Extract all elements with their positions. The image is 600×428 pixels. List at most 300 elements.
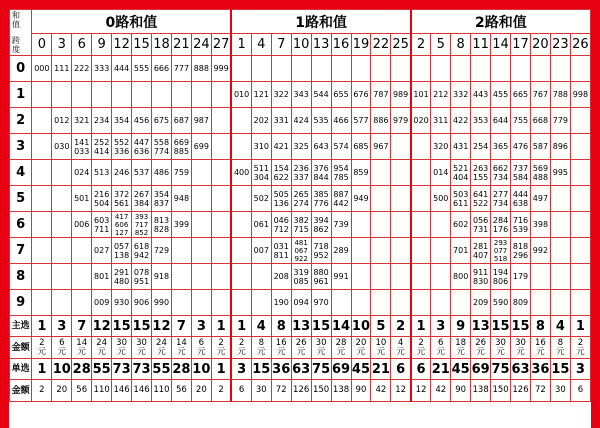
combo-cell [72,212,92,238]
combo-number: 885 [173,146,190,156]
combo-number: 497 [532,194,549,203]
combo-number: 999 [213,64,229,73]
combo-cell [530,212,550,238]
count-cell: 75 [311,359,331,380]
count-cell: 8 [271,316,291,337]
combo-number: 009 [94,298,110,307]
combo-cell [491,82,511,108]
combo-cell [511,134,531,160]
sum-header: 17 [511,34,531,56]
combo-number: 811 [273,250,289,260]
combo-cell [291,264,311,290]
sum-header: 23 [550,34,570,56]
amount-cell [191,337,211,359]
combo-cell [331,264,351,290]
count-cell: 28 [171,359,191,380]
combo-cell [411,290,431,316]
combo-number: 618 [133,241,150,251]
combo-number: 590 [492,298,509,307]
combo-cell [92,186,112,212]
combo-cell [92,238,112,264]
combo-cell [471,56,491,82]
count-cell: 36 [530,359,550,380]
combo-cell [451,134,471,160]
combo-cell [570,186,590,212]
span-row-label: 0 [10,56,32,82]
combo-number: 293 [493,238,508,247]
amount-cell: 90 [351,380,371,402]
combo-cell [471,264,491,290]
combo-cell [231,186,251,212]
combo-number: 444 [113,64,130,73]
combo-number: 127 [114,228,129,237]
combo-cell [291,238,311,264]
combo-cell [371,134,391,160]
combo-cell [351,212,371,238]
combo-cell [112,134,132,160]
span-row-label: 5 [10,186,32,212]
combo-number: 322 [273,90,289,99]
combo-cell [132,290,152,316]
combo-number: 602 [453,220,469,229]
sum-header: 5 [431,34,451,56]
combo-cell [92,290,112,316]
combo-number: 739 [333,220,349,229]
combo-number: 606 [114,220,129,229]
count-cell: 21 [371,359,391,380]
combo-number: 476 [512,142,529,151]
combo-cell [171,186,191,212]
combo-cell [511,290,531,316]
count-cell: 1 [211,316,231,337]
combo-cell [271,160,291,186]
combo-number: 587 [532,142,549,151]
combo-number: 711 [94,224,110,234]
combo-cell [511,56,531,82]
amount-cell [550,337,570,359]
combo-cell [211,82,231,108]
combo-cell [371,82,391,108]
combo-cell [251,108,271,134]
combo-cell [371,108,391,134]
amount-cell [391,337,411,359]
amount-part: 元 [476,346,485,357]
sum-header: 19 [351,34,371,56]
amount-part: 元 [436,346,445,357]
corner-top-label: 和值 [12,11,20,29]
combo-cell [251,264,271,290]
combo-cell [431,160,451,186]
group-title-0: 0路和值 [32,10,232,34]
count-cell: 1 [231,316,251,337]
combo-cell [570,108,590,134]
combo-cell [231,56,251,82]
amount-cell: 56 [171,380,191,402]
combo-cell [371,186,391,212]
span-row-label: 1 [10,82,32,108]
combo-cell [211,134,231,160]
combo-cell [391,82,411,108]
combo-number: 399 [173,220,190,229]
amount-part: 元 [356,346,366,357]
combo-number: 376 [313,163,329,173]
combo-number: 818 [512,241,529,251]
amount-part: 元 [216,346,226,357]
combo-cell [371,212,391,238]
combo-number: 518 [493,254,508,263]
sum-header: 11 [471,34,491,56]
count-cell: 69 [471,359,491,380]
amount-cell: 150 [311,380,331,402]
combo-number: 006 [74,220,90,229]
combo-number: 176 [492,224,509,234]
amount-part: 元 [57,346,67,357]
combo-number: 888 [193,64,209,73]
combo-cell [431,108,451,134]
amount-part: 元 [237,346,246,357]
combo-number: 382 [293,215,309,225]
combo-number: 699 [193,142,209,151]
combo-cell [132,82,152,108]
combo-cell [530,160,550,186]
combo-cell [251,56,271,82]
combo-cell [191,290,211,316]
combo-cell [132,160,152,186]
amount-part: 元 [276,346,286,357]
count-cell: 13 [291,316,311,337]
combo-cell [52,56,72,82]
span-row-label: 6 [10,212,32,238]
combo-cell [191,108,211,134]
amount-cell [331,337,351,359]
footer-label: 金额 [10,337,32,359]
count-cell: 1 [570,316,590,337]
combo-number: 212 [433,90,449,99]
combo-cell [451,186,471,212]
combo-number: 967 [373,142,389,151]
combo-number: 643 [313,142,329,151]
combo-cell [112,108,132,134]
combo-number: 537 [133,168,150,177]
combo-cell [331,82,351,108]
count-cell: 4 [251,316,271,337]
combo-cell [271,186,291,212]
combo-number: 922 [294,254,308,263]
amount-part: 26 [475,337,487,348]
count-cell: 15 [132,316,152,337]
sum-header: 16 [331,34,351,56]
amount-cell: 2 [211,380,231,402]
combo-cell [570,160,590,186]
combo-cell [491,212,511,238]
combo-cell [371,160,391,186]
sum-span-table [9,9,591,402]
combo-cell [351,264,371,290]
combo-number: 800 [453,272,469,281]
combo-number: 734 [492,172,509,182]
combo-number: 414 [94,146,110,156]
combo-number: 558 [153,137,170,147]
count-cell: 1 [411,316,431,337]
combo-cell [72,82,92,108]
combo-cell [231,160,251,186]
amount-cell: 146 [132,380,152,402]
amount-cell [371,337,391,359]
combo-number: 078 [133,267,150,277]
combo-number: 685 [353,142,369,151]
combo-number: 337 [293,172,309,182]
amount-cell: 20 [191,380,211,402]
count-cell: 13 [471,316,491,337]
combo-cell [112,212,132,238]
combo-number: 354 [153,189,170,199]
combo-cell [211,108,231,134]
combo-cell [52,290,72,316]
combo-cell [231,212,251,238]
combo-number: 289 [333,246,349,255]
amount-cell [72,337,92,359]
combo-cell [52,212,72,238]
span-row-label: 7 [10,238,32,264]
combo-number: 989 [392,90,409,99]
combo-number: 951 [133,276,150,286]
amount-cell [451,337,471,359]
combo-cell [191,160,211,186]
combo-number: 511 [253,163,269,173]
combo-number: 422 [453,116,469,125]
corner-header [10,10,32,56]
amount-part: 20 [355,337,367,348]
combo-cell [391,238,411,264]
combo-number: 094 [293,298,309,307]
amount-cell [231,337,251,359]
combo-cell [271,82,291,108]
amount-part: 元 [556,346,565,357]
combo-number: 265 [293,189,309,199]
combo-number: 267 [133,189,150,199]
amount-cell: 56 [72,380,92,402]
amount-cell [471,337,491,359]
sum-header: 25 [391,34,411,56]
combo-number: 056 [472,215,489,225]
count-cell: 7 [72,316,92,337]
amount-part: 2 [39,337,45,348]
combo-cell [32,56,52,82]
sum-header: 15 [132,34,152,56]
combo-cell [431,290,451,316]
amount-cell: 12 [411,380,431,402]
combo-number: 777 [173,64,190,73]
sum-header: 12 [112,34,132,56]
combo-number: 138 [113,250,130,260]
combo-cell [491,108,511,134]
amount-part: 元 [456,346,465,357]
combo-cell [391,186,411,212]
combo-number: 998 [572,90,589,99]
combo-cell [451,264,471,290]
amount-part: 元 [117,346,126,357]
combo-cell [550,82,570,108]
sum-header: 8 [451,34,471,56]
combo-cell [152,290,172,316]
sum-header: 3 [52,34,72,56]
combo-cell [92,160,112,186]
combo-number: 263 [472,163,489,173]
combo-cell [52,264,72,290]
span-row-label: 4 [10,160,32,186]
combo-number: 020 [413,116,429,125]
combo-cell [271,290,291,316]
combo-cell [191,134,211,160]
amount-part: 30 [495,337,506,348]
combo-cell [431,238,451,264]
combo-cell [530,56,550,82]
combo-number: 669 [173,137,190,147]
combo-number: 442 [333,198,349,208]
combo-cell [171,56,191,82]
combo-cell [451,82,471,108]
amount-part: 元 [516,346,525,357]
combo-cell [471,82,491,108]
combo-number: 837 [153,198,170,208]
count-cell: 28 [72,359,92,380]
combo-number: 501 [74,194,90,203]
sum-header: 14 [491,34,511,56]
combo-cell [231,264,251,290]
combo-cell [231,82,251,108]
combo-number: 584 [512,172,529,182]
count-cell: 8 [530,316,550,337]
combo-cell [32,186,52,212]
combo-number: 325 [293,142,309,151]
combo-cell [550,108,570,134]
combo-number: 505 [273,189,289,199]
sum-header: 4 [251,34,271,56]
combo-number: 502 [253,194,269,203]
combo-cell [152,108,172,134]
combo-cell [211,290,231,316]
combo-number: 304 [253,172,269,182]
combo-number: 521 [453,163,469,173]
combo-number: 859 [353,168,369,177]
sum-header: 27 [211,34,231,56]
span-row-label: 2 [10,108,32,134]
sum-header: 0 [32,34,52,56]
sum-header: 20 [530,34,550,56]
count-cell: 6 [411,359,431,380]
amount-part: 8 [258,337,264,348]
combo-cell [311,82,331,108]
combo-number: 431 [453,142,469,151]
combo-number: 687 [173,116,190,125]
count-cell: 36 [271,359,291,380]
combo-cell [570,82,590,108]
combo-number: 809 [512,298,529,307]
amount-cell: 20 [52,380,72,402]
combo-cell [291,134,311,160]
count-cell: 15 [112,316,132,337]
combo-cell [550,264,570,290]
combo-cell [132,238,152,264]
combo-cell [411,238,431,264]
combo-cell [391,264,411,290]
combo-cell [152,186,172,212]
combo-cell [32,212,52,238]
combo-cell [52,134,72,160]
combo-number: 407 [472,250,489,260]
span-row-label: 8 [10,264,32,290]
combo-cell [451,160,471,186]
combo-number: 404 [453,172,469,182]
count-cell: 10 [191,359,211,380]
combo-cell [211,160,231,186]
combo-number: 504 [94,198,110,208]
amount-cell: 126 [291,380,311,402]
combo-number: 236 [293,163,309,173]
combo-cell [211,186,231,212]
combo-cell [251,290,271,316]
combo-cell [550,186,570,212]
amount-cell [132,337,152,359]
combo-cell [92,108,112,134]
count-cell: 73 [132,359,152,380]
combo-number: 384 [133,198,150,208]
group-title-1: 1路和值 [231,10,410,34]
combo-number: 336 [113,146,130,156]
count-cell: 73 [112,359,132,380]
combo-cell [271,108,291,134]
amount-part: 6 [198,337,205,348]
combo-cell [570,290,590,316]
count-cell: 7 [171,316,191,337]
combo-cell [231,290,251,316]
combo-cell [52,82,72,108]
combo-cell [471,186,491,212]
combo-number: 320 [433,142,449,151]
combo-cell [32,160,52,186]
combo-number: 992 [532,246,549,255]
amount-cell [291,337,311,359]
amount-cell: 90 [451,380,471,402]
combo-cell [570,56,590,82]
combo-cell [171,212,191,238]
amount-part: 元 [396,346,405,357]
footer-label: 主选 [10,316,32,337]
sum-header: 2 [411,34,431,56]
amount-part: 元 [496,346,505,357]
combo-cell [271,264,291,290]
combo-cell [391,56,411,82]
count-cell: 63 [291,359,311,380]
combo-number: 906 [133,298,150,307]
combo-number: 136 [273,198,289,208]
amount-part: 元 [177,346,186,357]
combo-number: 202 [253,116,269,125]
combo-cell [570,238,590,264]
combo-number: 776 [313,198,329,208]
combo-number: 421 [273,142,289,151]
combo-cell [72,56,92,82]
amount-cell [52,337,72,359]
combo-cell [550,290,570,316]
combo-number: 385 [313,189,329,199]
combo-cell [331,56,351,82]
combo-cell [311,186,331,212]
combo-cell [92,56,112,82]
combo-cell [431,134,451,160]
combo-cell [132,212,152,238]
combo-cell [491,186,511,212]
